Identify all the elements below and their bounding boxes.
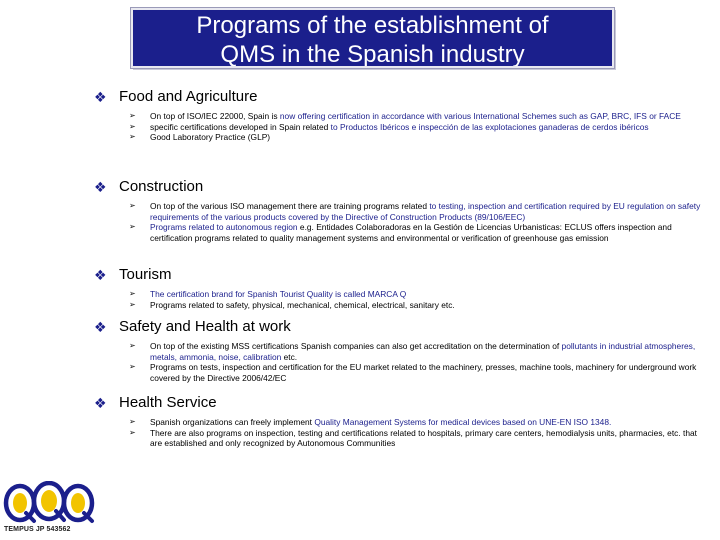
body-text: Programs on tests, inspection and certification for the EU market related to the machinery, presses, machine tools, machinery for underground work covered by the Directive 2006/42/EC <box>150 362 697 383</box>
arrow-bullet-icon: ➢ <box>129 362 136 371</box>
list-item <box>94 417 714 428</box>
diamond-bullet-icon: ❖ <box>94 267 107 283</box>
section-title: Safety and Health at work <box>119 318 291 335</box>
body-text: Good Laboratory Practice (GLP) <box>150 132 271 142</box>
body-text: There are also programs on inspection, testing and certifications related to hospitals, primary care centers, hemodialysis units, pharmacies, etc. that are established and only recognized by Autonomous Communities <box>150 427 697 448</box>
list-item-text <box>150 222 708 243</box>
section <box>94 178 714 243</box>
list-item <box>94 300 714 311</box>
list-item-text <box>150 341 708 362</box>
list-item-text <box>150 132 708 143</box>
body-text: On top of ISO/IEC 22000, Spain is <box>150 111 280 121</box>
section-title: Construction <box>119 178 204 195</box>
bullet-list <box>94 341 714 383</box>
arrow-bullet-icon: ➢ <box>129 289 136 298</box>
body-text: On top of the existing MSS certifications Spanish companies can also get accreditation on the determination of <box>150 341 562 351</box>
bullet-list <box>94 289 714 310</box>
list-item-text <box>150 417 708 428</box>
list-item-text <box>150 289 708 300</box>
section <box>94 266 714 310</box>
section <box>94 88 714 143</box>
section-title: Health Service <box>119 394 217 411</box>
highlighted-text: to testing, inspection and certification required by EU regulation on safety requirements of the various products covered by the Directive of Construction Products (89/106/EEC) <box>150 201 701 222</box>
arrow-bullet-icon: ➢ <box>129 201 136 210</box>
list-item-text <box>150 201 708 222</box>
bullet-list <box>94 111 714 143</box>
highlighted-text: Quality Management Systems for medical devices based on UNE-EN ISO 1348. <box>314 417 612 427</box>
diamond-bullet-icon: ❖ <box>94 319 107 335</box>
body-text: On top of the various ISO management there are training programs related <box>150 201 430 211</box>
arrow-bullet-icon: ➢ <box>129 121 136 131</box>
highlighted-text: The certification brand for Spanish Tourist Quality is called MARCA Q <box>150 289 407 299</box>
section-heading <box>94 178 714 198</box>
diamond-bullet-icon: ❖ <box>94 395 107 411</box>
section-title: Tourism <box>119 266 172 283</box>
list-item-text <box>150 300 708 311</box>
arrow-bullet-icon: ➢ <box>129 132 136 141</box>
arrow-bullet-icon: ➢ <box>129 417 136 426</box>
highlighted-text: to Productos Ibéricos e inspección de las explotaciones ganaderas de cerdos ibéricos <box>330 121 649 132</box>
list-item-text <box>150 362 708 383</box>
list-item <box>94 201 714 222</box>
list-item <box>94 289 714 300</box>
section-heading <box>94 266 714 286</box>
section <box>94 394 714 449</box>
section-heading <box>94 88 714 108</box>
list-item <box>94 132 714 143</box>
arrow-bullet-icon: ➢ <box>129 299 136 309</box>
list-item <box>94 111 714 122</box>
bullet-list <box>94 201 714 243</box>
body-text: Spanish organizations can freely implement <box>150 417 315 427</box>
arrow-bullet-icon: ➢ <box>129 222 136 231</box>
arrow-bullet-icon: ➢ <box>129 427 136 437</box>
logo-caption: TEMPUS JP 543562 <box>4 526 71 533</box>
slide-title-line-1: Programs of the establishment of <box>196 12 549 39</box>
list-item-text <box>150 111 708 122</box>
list-item <box>94 122 714 133</box>
list-item-text <box>150 122 708 133</box>
list-item-text <box>150 428 708 449</box>
bullet-list <box>94 417 714 449</box>
section-heading <box>94 318 714 338</box>
body-text: Programs related to safety, physical, mechanical, chemical, electrical, sanitary etc. <box>150 299 455 310</box>
section <box>94 318 714 383</box>
list-item <box>94 428 714 449</box>
slide-title-line-2: QMS in the Spanish industry <box>220 41 525 68</box>
arrow-bullet-icon: ➢ <box>129 111 136 120</box>
list-item <box>94 341 714 362</box>
section-heading <box>94 394 714 414</box>
arrow-bullet-icon: ➢ <box>129 341 136 350</box>
list-item <box>94 362 714 383</box>
body-text: e.g. Entidades Colaboradoras en la Gestión de Licencias Urbanisticas: ECLUS offers inspection and certification programs related to quality management systems and environmental or verification of greenhouse gas emission <box>150 222 672 243</box>
diamond-bullet-icon: ❖ <box>94 89 107 105</box>
list-item <box>94 222 714 243</box>
diamond-bullet-icon: ❖ <box>94 179 107 195</box>
highlighted-text: now offering certification in accordance with various International Schemes such as GAP, BRC, IFS or FACE <box>279 111 681 121</box>
highlighted-text: pollutants in industrial atmospheres, metals, ammonia, noise, calibration <box>150 341 696 362</box>
body-text: specific certifications developed in Spain related <box>150 121 331 132</box>
highlighted-text: Programs related to autonomous region <box>150 222 300 232</box>
body-text: etc. <box>283 351 298 362</box>
section-title: Food and Agriculture <box>119 88 258 105</box>
